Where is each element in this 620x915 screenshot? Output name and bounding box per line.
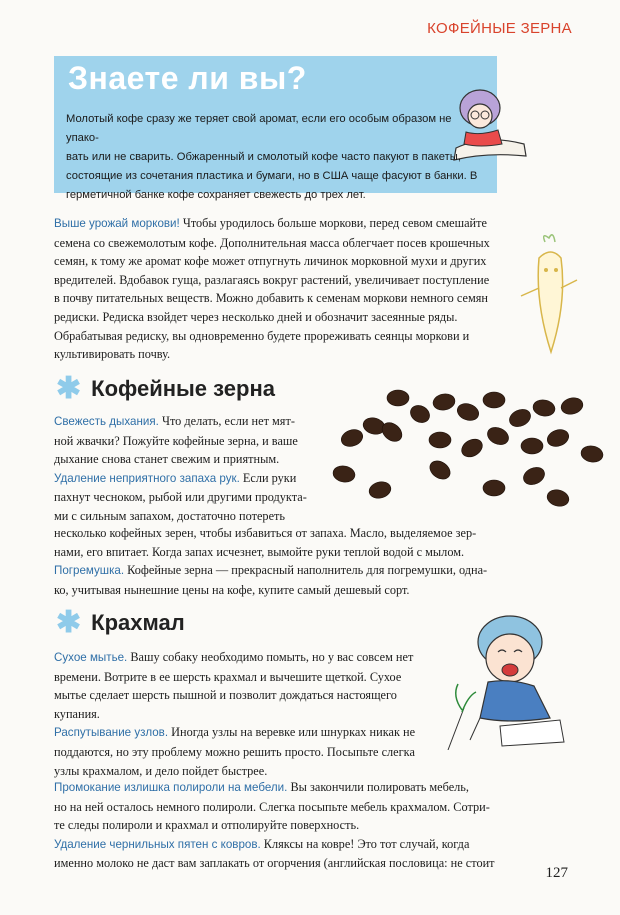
did-you-know-title: Знаете ли вы? — [68, 60, 307, 96]
starch-paragraphs-bottom: Промокание излишка полироли на мебели. Вы закончили полировать мебель, но на ней осталось немного полироли. Слегка посыпьте мебель крахмалом. Сотри- те следы полироли и крахмал и отполируйте поверхность. Удаление чернильных пятен с ковров. Кляксы на ковре! Это тот случай, когда именно молоко не даст вам заплакать от огорчения (английская пословица: не стоит — [54, 780, 495, 871]
asterisk-icon: ✱ — [56, 606, 82, 639]
beans-paragraphs-top: Свежесть дыхания. Что делать, если нет мят- ной жвачки? Пожуйте кофейные зерна, и ваше дыхание снова станет свежим и приятным. Удаление неприятного запаха рук. Если руки пахнут чесноком, рыбой или другими продукта- ми с сильным запахом, достаточно потереть — [54, 414, 307, 523]
crying-kid-illustration — [440, 600, 580, 750]
beans-paragraphs-bottom: несколько кофейных зерен, чтобы избавиться от запаха. Масло, выделяемое зер- нами, его впитает. Когда запах исчезнет, вымойте руки теплой водой с мылом. Погремушка. Кофейные зерна — прекрасный наполнитель для погремушки, одна- ко, учитывая нынешние цены на кофе, купите самый дешевый сорт. — [54, 526, 488, 597]
carrot-illustration — [515, 232, 585, 362]
asterisk-icon: ✱ — [56, 372, 82, 405]
section-title-starch: ✱ Крахмал — [56, 606, 185, 639]
did-you-know-text: Молотый кофе сразу же теряет свой аромат, если его особым образом не упако- вать или не сварить. Обжаренный и смолотый кофе часто пакуют в пакеты, состоящие из сочетания пластика и бумаги, но в США чаще фасуют в банки. В герметичной банке кофе сохраняет свежесть до трех лет. — [66, 113, 478, 201]
did-you-know-box — [54, 56, 497, 201]
page-number: 127 — [545, 865, 568, 881]
starch-paragraphs-top: Сухое мытье. Вашу собаку необходимо помыть, но у вас совсем нет времени. Вотрите в ее шерсть крахмал и вычешите щеткой. Сухое мытье сделает шерсть пышной и позволит дождаться настоящего купания. Распутывание узлов. Иногда узлы на веревке или шнурках никак не поддаются, но эту проблему можно решить просто. Посыпьте слегка узлы крахмалом, и дело пойдет быстрее. — [54, 650, 416, 778]
section-title-coffee-beans: ✱ Кофейные зерна — [56, 372, 275, 405]
carrot-paragraph: Выше урожай моркови! Чтобы уродилось больше моркови, перед севом смешайте семена со свежемолотым кофе. Дополнительная масса облегчает посев крошечных семян, к тому же аромат кофе может отпугнуть личинок морковной мухи и других вредителей. Вдобавок гуща, разлагаясь вокруг растений, увеличивает поступление в почву питательных веществ. Можно добавить к семенам моркови немного семян редиски. Редиска взойдет через несколько дней и обозначит засеянные ряды. Обрабатывая редиску, вы одновременно будете прореживать сеянцы моркови и культивировать почву. — [54, 216, 490, 362]
running-header: КОФЕЙНЫЕ ЗЕРНА — [427, 20, 572, 37]
coffee-beans-photo — [322, 388, 612, 518]
